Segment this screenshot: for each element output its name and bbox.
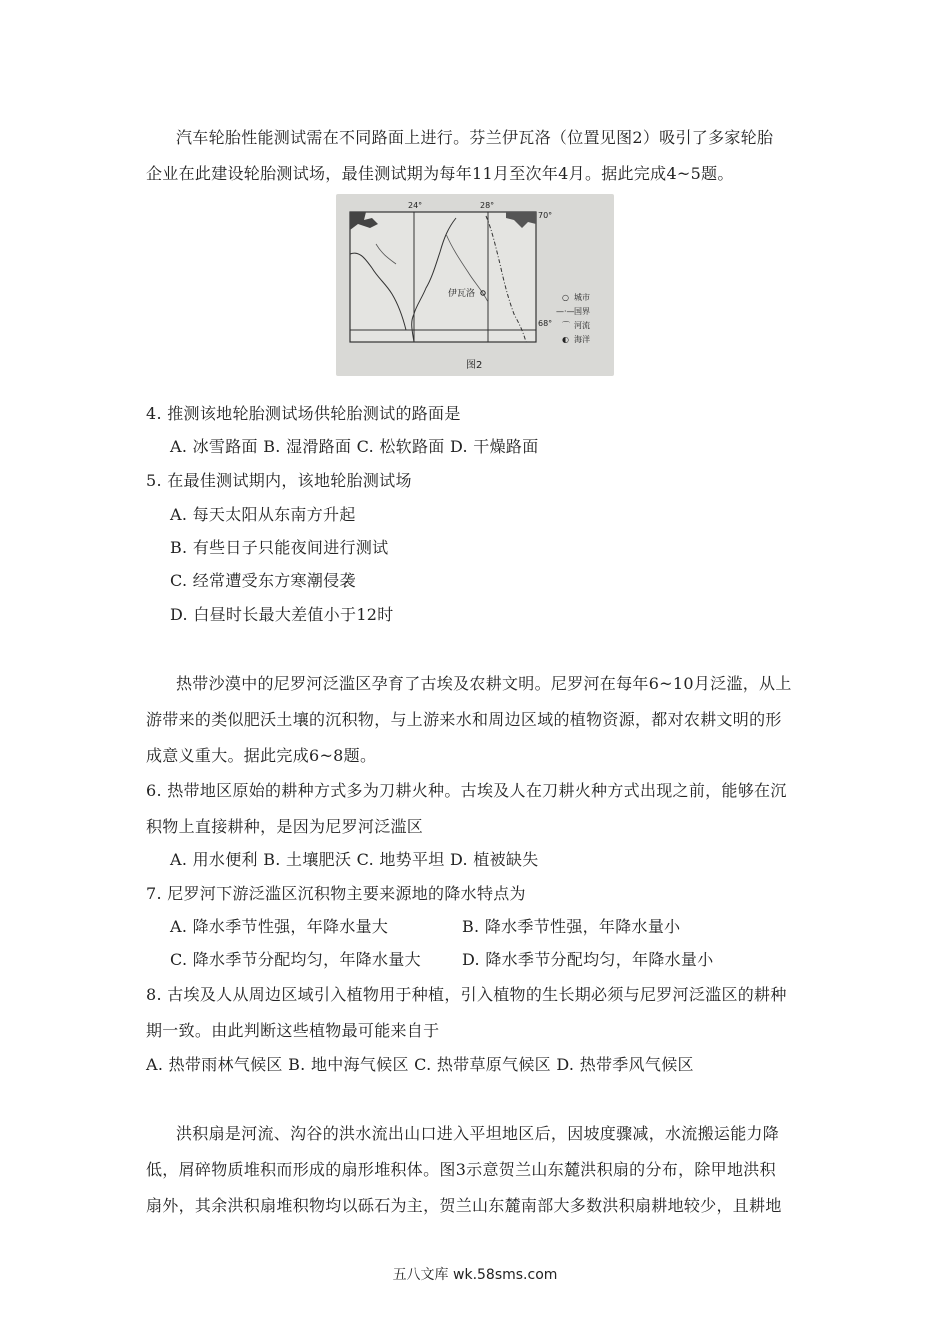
q5-option-a: A. 每天太阳从东南方升起 (170, 505, 356, 524)
map-legend (556, 292, 590, 344)
q6-stem-line2: 积物上直接耕种，是因为尼罗河泛滥区 (146, 817, 424, 836)
q7-option-d: D. 降水季节分配均匀，年降水量小 (462, 950, 714, 969)
section2-intro-line1: 热带沙漠中的尼罗河泛滥区孕育了古埃及农耕文明。尼罗河在每年6~10月泛滥，从上 (176, 674, 792, 693)
q5-option-d: D. 白昼时长最大差值小于12时 (170, 605, 394, 624)
city-label-ivalo: 伊瓦洛 (448, 289, 476, 299)
lat-label-68: 68° (538, 319, 553, 328)
q8-stem-line1: 8. 古埃及人从周边区域引入植物用于种植，引入植物的生长期必须与尼罗河泛滥区的耕种 (146, 985, 787, 1004)
section3-intro-line2: 低，屑碎物质堆积而形成的扇形堆积体。图3示意贺兰山东麓洪积扇的分布，除甲地洪积 (146, 1160, 776, 1179)
lon-label-28: 28° (480, 201, 495, 210)
legend-label-sea: 海洋 (574, 335, 590, 344)
lon-label-24: 24° (408, 201, 423, 210)
section3-intro-line1: 洪积扇是河流、沟谷的洪水流出山口进入平坦地区后，因坡度骤减，水流搬运能力降 (176, 1124, 780, 1143)
section2-intro-line2: 游带来的类似肥沃土壤的沉积物，与上游来水和周边区域的植物资源，都对农耕文明的形 (146, 710, 782, 729)
footer-watermark: 五八文库 wk.58sms.com (392, 1267, 558, 1283)
q4-stem: 4. 推测该地轮胎测试场供轮胎测试的路面是 (146, 404, 461, 423)
section1-intro-line1: 汽车轮胎性能测试需在不同路面上进行。芬兰伊瓦洛（位置见图2）吸引了多家轮胎 (176, 128, 774, 147)
q7-option-b: B. 降水季节性强，年降水量小 (462, 917, 681, 936)
q6-options: A. 用水便利 B. 土壤肥沃 C. 地势平坦 D. 植被缺失 (170, 850, 539, 869)
legend-label-city: 城市 (574, 293, 590, 302)
q6-stem-line1: 6. 热带地区原始的耕种方式多为刀耕火种。古埃及人在刀耕火种方式出现之前，能够在沉 (146, 781, 787, 800)
section2-intro-line3: 成意义重大。据此完成6~8题。 (146, 746, 377, 765)
q8-options: A. 热带雨林气候区 B. 地中海气候区 C. 热带草原气候区 D. 热带季风气候区 (146, 1055, 694, 1074)
figure2-map (336, 194, 614, 376)
q4-options: A. 冰雪路面 B. 湿滑路面 C. 松软路面 D. 干燥路面 (170, 437, 539, 456)
lat-label-70: 70° (538, 211, 553, 220)
q5-option-c: C. 经常遭受东方寒潮侵袭 (170, 571, 356, 590)
legend-symbol-river: ⌒ (562, 321, 570, 330)
section3-intro-line3: 扇外，其余洪积扇堆积物均以砾石为主，贺兰山东麓南部大多数洪积扇耕地较少，且耕地 (146, 1196, 782, 1215)
q7-stem: 7. 尼罗河下游泛滥区沉积物主要来源地的降水特点为 (146, 884, 526, 903)
figure2-caption: 图2 (466, 360, 483, 371)
legend-label-border: 国界 (574, 307, 590, 316)
q5-option-b: B. 有些日子只能夜间进行测试 (170, 538, 389, 557)
q5-stem: 5. 在最佳测试期内，该地轮胎测试场 (146, 471, 412, 490)
legend-label-river: 河流 (574, 321, 590, 330)
q8-stem-line2: 期一致。由此判断这些植物最可能来自于 (146, 1021, 440, 1040)
section1-intro-line2: 企业在此建设轮胎测试场，最佳测试期为每年11月至次年4月。据此完成4~5题。 (146, 164, 734, 183)
figure2-map-svg (336, 194, 614, 376)
legend-symbol-sea: ◐ (562, 335, 569, 344)
q7-option-a: A. 降水季节性强，年降水量大 (170, 917, 389, 936)
legend-symbol-border: —·— (556, 307, 575, 316)
q7-option-c: C. 降水季节分配均匀，年降水量大 (170, 950, 421, 969)
legend-symbol-city: ○ (562, 293, 569, 302)
